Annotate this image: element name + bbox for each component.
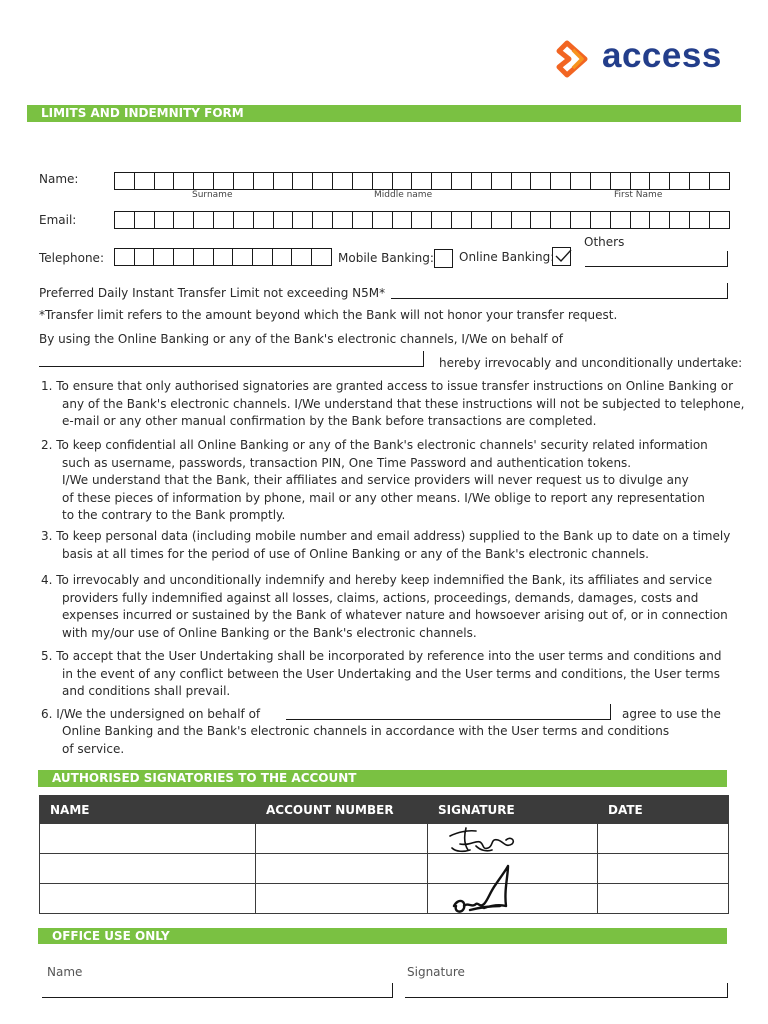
char-box[interactable] <box>274 173 294 189</box>
office-name-label: Name <box>47 965 83 979</box>
char-box[interactable] <box>710 173 730 189</box>
telephone-field[interactable] <box>114 248 332 266</box>
undertaking-intro-tail: hereby irrevocably and unconditionally undertake: <box>439 356 743 370</box>
clause-5: 5. To accept that the User Undertaking shall be incorporated by reference into the user terms and conditions and in the event of any conflict between the User Undertaking and the User terms and conditions, the User terms and conditions shall prevail. <box>41 649 722 698</box>
char-box[interactable] <box>273 249 293 265</box>
char-box[interactable] <box>174 249 194 265</box>
char-box[interactable] <box>611 212 631 228</box>
char-box[interactable] <box>274 212 294 228</box>
header-date: DATE <box>598 796 729 824</box>
access-logo <box>553 38 735 80</box>
signature-cell[interactable] <box>428 824 598 854</box>
char-box[interactable] <box>214 249 234 265</box>
char-box[interactable] <box>393 173 413 189</box>
char-box[interactable] <box>254 212 274 228</box>
char-box[interactable] <box>155 173 175 189</box>
char-box[interactable] <box>512 212 532 228</box>
date-cell[interactable] <box>598 824 729 854</box>
first-name-hint: First Name <box>614 190 663 200</box>
header-signature: SIGNATURE <box>428 796 598 824</box>
char-box[interactable] <box>233 249 253 265</box>
clause-6-lead: 6. I/We the undersigned on behalf of <box>41 707 261 721</box>
transfer-limit-label: Preferred Daily Instant Transfer Limit not exceeding N5M* <box>39 286 386 300</box>
char-box[interactable] <box>571 212 591 228</box>
char-box[interactable] <box>412 173 432 189</box>
char-box[interactable] <box>690 173 710 189</box>
name-field[interactable] <box>114 172 730 190</box>
char-box[interactable] <box>611 173 631 189</box>
char-box[interactable] <box>312 249 332 265</box>
char-box[interactable] <box>174 212 194 228</box>
char-box[interactable] <box>432 212 452 228</box>
char-box[interactable] <box>591 212 611 228</box>
clause-4: 4. To irrevocably and unconditionally indemnify and hereby keep indemnified the Bank, its affiliates and service providers fully indemnified against all losses, claims, actions, proceedings, demands, damages, costs and expenses incurred or sustained by the Bank of whatever nature and howsoever arising out of, or in connection with my/our use of Online Banking or the Bank's electronic channels. <box>41 573 728 640</box>
section-header-limits: LIMITS AND INDEMNITY FORM <box>27 105 741 122</box>
char-box[interactable] <box>135 173 155 189</box>
char-box[interactable] <box>214 173 234 189</box>
char-box[interactable] <box>194 173 214 189</box>
char-box[interactable] <box>313 212 333 228</box>
char-box[interactable] <box>292 249 312 265</box>
char-box[interactable] <box>631 212 651 228</box>
signatories-table <box>39 795 729 914</box>
email-field[interactable] <box>114 211 730 229</box>
char-box[interactable] <box>432 173 452 189</box>
char-box[interactable] <box>551 173 571 189</box>
char-box[interactable] <box>234 212 254 228</box>
date-cell[interactable] <box>598 884 729 914</box>
others-input[interactable] <box>585 251 728 267</box>
clause-6: Online Banking and the Bank's electronic channels in accordance with the User terms and conditions of service. <box>62 724 670 756</box>
char-box[interactable] <box>194 212 214 228</box>
char-box[interactable] <box>253 249 273 265</box>
name-cell[interactable] <box>40 854 256 884</box>
char-box[interactable] <box>690 212 710 228</box>
table-row <box>40 854 729 884</box>
char-box[interactable] <box>313 173 333 189</box>
char-box[interactable] <box>115 249 135 265</box>
char-box[interactable] <box>135 212 155 228</box>
name-cell[interactable] <box>40 824 256 854</box>
middle-name-hint: Middle name <box>374 190 433 200</box>
clause-3: 3. To keep personal data (including mobile number and email address) supplied to the Bank up to date on a timely basis at all times for the period of use of Online Banking or any of the Bank's electronic channels. <box>41 529 731 561</box>
header-account-number: ACCOUNT NUMBER <box>256 796 428 824</box>
clause-6-on-behalf-input[interactable] <box>286 704 611 720</box>
char-box[interactable] <box>353 173 373 189</box>
char-box[interactable] <box>631 173 651 189</box>
online-banking-label: Online Banking: <box>459 250 555 264</box>
char-box[interactable] <box>512 173 532 189</box>
char-box[interactable] <box>154 249 174 265</box>
signature-cell[interactable] <box>428 854 598 884</box>
email-label: Email: <box>39 213 77 227</box>
surname-hint: Surname <box>192 190 233 200</box>
char-box[interactable] <box>472 173 492 189</box>
char-box[interactable] <box>234 173 254 189</box>
char-box[interactable] <box>254 173 274 189</box>
clause-1: 1. To ensure that only authorised signatories are granted access to issue transfer instructions on Online Banking or any of the Bank's electronic channels. I/We understand that these instructions will not be subjected to telephone, e-mail or any other manual confirmation by the Bank before transactions are completed. <box>41 379 745 428</box>
char-box[interactable] <box>174 173 194 189</box>
char-box[interactable] <box>135 249 155 265</box>
char-box[interactable] <box>650 173 670 189</box>
char-box[interactable] <box>670 212 690 228</box>
char-box[interactable] <box>670 173 690 189</box>
clause-2: 2. To keep confidential all Online Banking or any of the Bank's electronic channels' security related information such as username, passwords, transaction PIN, One Time Password and authentication tokens. I/We understand that the Bank, their affiliates and service providers will never request us to divulge any of these pieces of information by phone, mail or any other means. I/We oblige to report any representation to the contrary to the Bank promptly. <box>41 438 708 522</box>
account-number-cell[interactable] <box>256 854 428 884</box>
account-number-cell[interactable] <box>256 884 428 914</box>
char-box[interactable] <box>452 173 472 189</box>
char-box[interactable] <box>333 173 353 189</box>
mobile-banking-checkbox[interactable] <box>434 249 453 268</box>
signature-cell[interactable] <box>428 884 598 914</box>
char-box[interactable] <box>591 173 611 189</box>
office-name-input[interactable] <box>42 983 393 998</box>
online-banking-checkbox[interactable] <box>552 247 571 266</box>
header-name: NAME <box>40 796 256 824</box>
char-box[interactable] <box>194 249 214 265</box>
char-box[interactable] <box>393 212 413 228</box>
char-box[interactable] <box>115 173 135 189</box>
transfer-limit-input[interactable] <box>391 283 728 299</box>
section-header-signatories: AUTHORISED SIGNATORIES TO THE ACCOUNT <box>38 770 727 787</box>
office-signature-input[interactable] <box>405 983 728 998</box>
char-box[interactable] <box>492 212 512 228</box>
char-box[interactable] <box>115 212 135 228</box>
others-label: Others <box>584 235 625 249</box>
handwritten-signature-1 <box>446 822 518 856</box>
char-box[interactable] <box>710 212 730 228</box>
name-label: Name: <box>39 172 79 186</box>
char-box[interactable] <box>373 212 393 228</box>
char-box[interactable] <box>531 212 551 228</box>
char-box[interactable] <box>214 212 234 228</box>
char-box[interactable] <box>373 173 393 189</box>
char-box[interactable] <box>155 212 175 228</box>
char-box[interactable] <box>452 212 472 228</box>
checkmark-icon <box>555 249 572 264</box>
section-header-office: OFFICE USE ONLY <box>38 928 727 944</box>
char-box[interactable] <box>492 173 512 189</box>
name-cell[interactable] <box>40 884 256 914</box>
office-signature-label: Signature <box>407 965 465 979</box>
access-diamond-icon <box>553 39 595 79</box>
char-box[interactable] <box>571 173 591 189</box>
date-cell[interactable] <box>598 854 729 884</box>
mobile-banking-label: Mobile Banking: <box>338 251 434 265</box>
char-box[interactable] <box>333 212 353 228</box>
char-box[interactable] <box>412 212 432 228</box>
clause-6-tail: agree to use the <box>622 707 721 721</box>
char-box[interactable] <box>293 173 313 189</box>
char-box[interactable] <box>293 212 313 228</box>
char-box[interactable] <box>551 212 571 228</box>
logo-wordmark: access <box>602 36 722 75</box>
on-behalf-of-input[interactable] <box>39 351 424 367</box>
undertaking-intro: By using the Online Banking or any of the Bank's electronic channels, I/We on behalf of <box>39 332 564 346</box>
char-box[interactable] <box>472 212 492 228</box>
char-box[interactable] <box>353 212 373 228</box>
account-number-cell[interactable] <box>256 824 428 854</box>
table-row <box>40 824 729 854</box>
char-box[interactable] <box>650 212 670 228</box>
telephone-label: Telephone: <box>39 251 104 265</box>
transfer-limit-note: *Transfer limit refers to the amount beyond which the Bank will not honor your transfer request. <box>39 308 618 322</box>
table-row <box>40 884 729 914</box>
table-header-row <box>40 796 729 824</box>
char-box[interactable] <box>531 173 551 189</box>
